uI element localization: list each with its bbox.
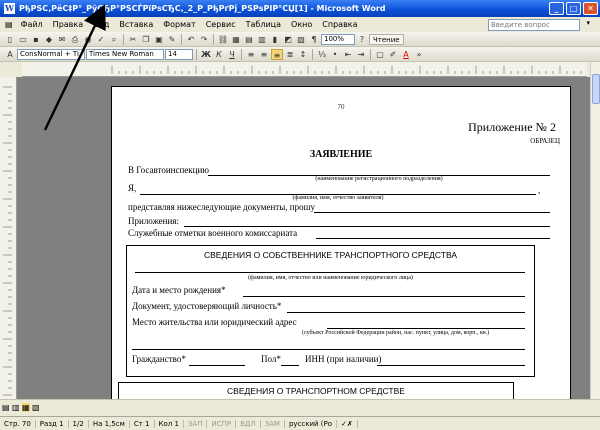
undo-icon[interactable]: ↶ (187, 34, 195, 44)
line-spacing-icon[interactable]: ↕ (299, 49, 307, 59)
help-icon[interactable]: ? (359, 34, 365, 44)
toolbar-separator (241, 49, 242, 60)
i-hint: (фамилия, имя, отчество заявителя) (292, 195, 384, 201)
fill-line[interactable] (327, 328, 525, 329)
print-preview-icon[interactable]: ◉ (84, 34, 92, 44)
help-dropdown-icon[interactable]: ▾ (586, 19, 590, 27)
fill-line[interactable] (287, 312, 525, 313)
open-folder-icon[interactable]: ▭ (19, 34, 27, 44)
copy-icon[interactable]: ❐ (142, 34, 150, 44)
window-title: РђРЅС‚РёС‡Р°_РўСЂР°РЅСЃРїРѕСЂС‚_2_Р_РђРґРј_РЅРѕРІР°СЏ[1] - Microsoft Word (19, 4, 386, 13)
menu-insert[interactable]: Вставка (119, 20, 154, 29)
status-line: Ст 1 (130, 420, 155, 428)
menu-format[interactable]: Формат (163, 20, 196, 29)
status-pages: 1/2 (69, 420, 89, 428)
fill-line[interactable] (243, 296, 525, 297)
toolbar-separator (312, 49, 313, 60)
drawing-icon[interactable]: ◩ (284, 34, 292, 44)
menu-tools[interactable]: Сервис (205, 20, 236, 29)
address-hint: (субъект Российской Федерации район, нас. пункт, улица, дом, корп., кв.) (302, 330, 490, 336)
comma: , (538, 185, 541, 195)
status-at: На 1,5см (89, 420, 130, 428)
menu-help[interactable]: Справка (322, 20, 358, 29)
status-page: Стр. 70 (0, 420, 36, 428)
owner-section (126, 245, 535, 377)
vertical-scrollbar[interactable] (590, 62, 600, 399)
bullets-icon[interactable]: • (332, 49, 338, 59)
fill-line[interactable] (316, 238, 550, 239)
save-icon[interactable]: ▪ (33, 34, 39, 44)
web-view-icon[interactable]: ▥ (12, 403, 20, 412)
attachment-title: Приложение № 2 (468, 120, 556, 134)
highlight-icon[interactable]: ✐ (389, 49, 397, 59)
horizontal-scrollbar[interactable] (0, 399, 600, 416)
status-section: Разд 1 (36, 420, 69, 428)
paste-icon[interactable]: ▣ (155, 34, 163, 44)
citizenship-label: Гражданство* (132, 354, 186, 364)
vehicle-heading: СВЕДЕНИЯ О ТРАНСПОРТНОМ СРЕДСТВЕ (227, 386, 405, 396)
decrease-indent-icon[interactable]: ⇤ (344, 49, 352, 59)
increase-indent-icon[interactable]: ⇥ (357, 49, 365, 59)
scroll-thumb[interactable] (592, 74, 600, 104)
insert-excel-icon[interactable]: ▥ (258, 34, 266, 44)
font-size-select[interactable]: 14 (165, 49, 193, 60)
ruler-ticks (22, 62, 587, 77)
toolbar-options-icon[interactable]: » (416, 49, 422, 59)
insert-table-icon[interactable]: ▤ (245, 34, 253, 44)
standard-toolbar (0, 32, 600, 47)
inn-label: ИНН (при наличии) (305, 354, 382, 364)
font-color-icon[interactable]: A (403, 49, 409, 59)
toolbar-separator (370, 49, 371, 60)
align-right-icon[interactable]: ≡ (271, 49, 283, 60)
research-icon[interactable]: ⌕ (111, 34, 117, 44)
ruler-ticks (0, 77, 17, 399)
cut-icon[interactable]: ✂ (129, 34, 137, 44)
spelling-icon[interactable]: ✓ (97, 34, 105, 44)
help-search-input[interactable]: Введите вопрос (488, 19, 580, 31)
spelling-status-icon[interactable]: ✓✗ (337, 420, 358, 428)
menu-table[interactable]: Таблица (245, 20, 282, 29)
status-bar (0, 416, 600, 430)
print-layout-icon[interactable]: ▦ (22, 403, 30, 412)
word-app-icon[interactable]: W (5, 3, 14, 13)
bold-icon[interactable]: Ж (201, 49, 211, 59)
toolbar-separator (196, 49, 197, 60)
owner-hint: (фамилия, имя, отчество или наименование юридического лица) (248, 275, 413, 281)
tables-borders-icon[interactable]: ▦ (232, 34, 240, 44)
hyperlink-icon[interactable]: ⛓ (217, 34, 229, 44)
zoom-select[interactable]: 100% (321, 34, 355, 45)
fill-line[interactable] (377, 365, 525, 366)
to-hint: (наименование регистрационного подразделения) (315, 176, 443, 182)
toolbar-separator (181, 34, 182, 45)
menu-view[interactable]: Вид (93, 20, 110, 29)
normal-view-icon[interactable]: ▤ (2, 403, 10, 412)
fill-line[interactable] (132, 349, 525, 350)
owner-heading: СВЕДЕНИЯ О СОБСТВЕННИКЕ ТРАНСПОРТНОГО СРЕДСТВА (203, 250, 458, 260)
document-area[interactable] (17, 77, 590, 399)
vertical-ruler[interactable] (0, 77, 17, 399)
italic-icon[interactable]: К (216, 49, 222, 59)
status-ext[interactable]: ВДЛ (236, 420, 261, 428)
page-number: 70 (337, 103, 345, 111)
military-label: Служебные отметки военного комиссариата (128, 228, 298, 238)
align-left-icon[interactable]: ≡ (247, 49, 255, 59)
menu-edit[interactable]: Правка (52, 20, 84, 29)
redo-icon[interactable]: ↷ (200, 34, 208, 44)
minimize-icon[interactable]: _ (549, 2, 564, 15)
style-select[interactable]: ConsNormal + Ti (17, 49, 85, 60)
menu-file[interactable]: Файл (20, 20, 43, 29)
i-label: Я, (128, 183, 137, 193)
menu-window[interactable]: Окно (291, 20, 313, 29)
fill-line[interactable] (184, 226, 550, 227)
to-label: В Госавтоинспекцию (128, 165, 209, 175)
attachments-label: Приложения: (128, 216, 179, 226)
toolbar-separator (123, 34, 124, 45)
close-icon[interactable]: ✕ (583, 2, 598, 15)
outline-view-icon[interactable]: ▧ (32, 403, 40, 412)
sample-label: ОБРАЗЕЦ (530, 137, 560, 145)
permission-icon[interactable]: ◆ (45, 34, 53, 44)
styles-pane-icon[interactable]: A (7, 49, 13, 59)
status-ovr[interactable]: ЗАМ (261, 420, 285, 428)
status-col: Кол 1 (155, 420, 184, 428)
document-menu-icon[interactable]: ▤ (5, 20, 13, 29)
toolbar-separator (213, 34, 214, 45)
font-select[interactable]: Times New Roman (86, 49, 164, 60)
maximize-icon[interactable]: □ (566, 2, 581, 15)
formatting-toolbar (0, 47, 600, 62)
request-text: представляя нижеследующие документы, прошу (128, 202, 316, 212)
status-language: русский (Ро (285, 420, 337, 428)
fill-line[interactable] (281, 365, 299, 366)
email-icon[interactable]: ✉ (58, 34, 66, 44)
fill-line[interactable] (135, 272, 525, 273)
address-label: Место жительства или юридический адрес (132, 317, 297, 327)
statement-heading: ЗАЯВЛЕНИЕ (309, 149, 373, 160)
print-icon[interactable]: ⎙ (71, 34, 79, 44)
new-document-icon[interactable]: ▯ (7, 34, 13, 44)
justify-icon[interactable]: ≣ (286, 49, 294, 59)
document-page[interactable] (111, 86, 571, 416)
fill-line[interactable] (314, 212, 550, 213)
columns-icon[interactable]: ▮ (272, 34, 278, 44)
fill-line[interactable] (189, 365, 245, 366)
numbering-icon[interactable]: ⅓ (318, 49, 326, 59)
read-button[interactable]: Чтение (369, 34, 404, 45)
sex-label: Пол* (261, 354, 281, 364)
format-painter-icon[interactable]: ✎ (168, 34, 176, 44)
horizontal-ruler[interactable] (22, 62, 587, 77)
birth-label: Дата и место рождения* (132, 285, 226, 295)
borders-icon[interactable]: ▢ (376, 49, 384, 59)
document-map-icon[interactable]: ▧ (297, 34, 305, 44)
show-hide-icon[interactable]: ¶ (311, 34, 317, 44)
title-bar[interactable] (0, 0, 600, 17)
status-trk[interactable]: ИСПР (207, 420, 236, 428)
status-rec[interactable]: ЗАП (184, 420, 208, 428)
underline-icon[interactable]: Ч (229, 49, 235, 59)
align-center-icon[interactable]: ≡ (260, 49, 268, 59)
id-doc-label: Документ, удостоверяющий личность* (132, 301, 282, 311)
